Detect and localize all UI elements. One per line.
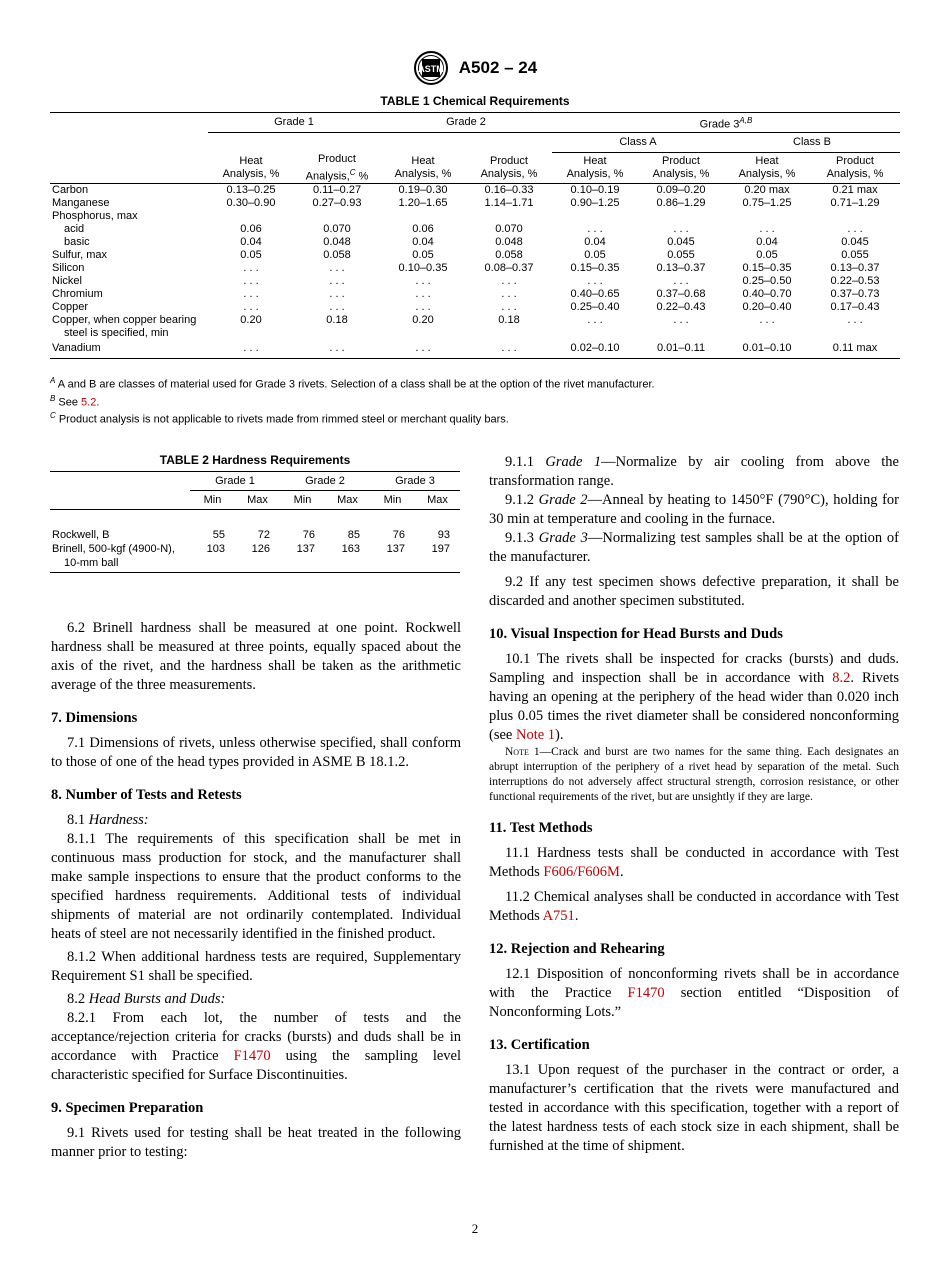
table-cell: 0.17–0.43 — [830, 301, 880, 314]
table-cell: 0.04 — [240, 236, 262, 249]
row-label: Chromium — [52, 288, 103, 301]
table-cell: 1.14–1.71 — [484, 197, 534, 210]
table-cell: . . . — [673, 314, 689, 327]
table-cell: . . . — [415, 301, 431, 314]
table-cell: 0.18 — [326, 314, 348, 327]
link-a751[interactable]: A751 — [542, 908, 575, 924]
link-5-2[interactable]: 5.2 — [81, 396, 97, 409]
table-cell: 0.20 — [240, 314, 262, 327]
table-cell: 93 — [437, 528, 450, 541]
table-cell: 0.20 — [412, 314, 434, 327]
t2-grade3-header: Grade 3 — [370, 472, 460, 491]
table-cell — [552, 210, 638, 223]
table-cell: 0.22–0.53 — [830, 275, 880, 288]
table-cell: 0.90–1.25 — [570, 197, 620, 210]
row-label: acid — [64, 223, 85, 236]
heading-7: 7. Dimensions — [51, 710, 138, 726]
table-cell: 137 — [370, 542, 415, 573]
table-row — [50, 184, 900, 198]
table1-chemical-requirements — [50, 112, 900, 359]
table-cell: 0.045 — [667, 236, 695, 249]
table-cell: 163 — [325, 542, 370, 573]
table-cell: . . . — [243, 275, 259, 288]
t1-col-product: Product Analysis, % — [638, 153, 724, 184]
logo-text: ASTM — [418, 64, 444, 74]
table-cell: 1.20–1.65 — [398, 197, 448, 210]
table-cell: 0.19–0.30 — [398, 184, 448, 197]
t2-max: Max — [415, 491, 460, 510]
para-7-1: 7.1 Dimensions of rivets, unless otherwise specified, shall conform to those of one of the head types provided in ASME B 18.1.2. — [51, 735, 461, 770]
table-cell: 0.045 — [841, 236, 869, 249]
t1-grade2-header: Grade 2 — [380, 113, 552, 133]
t1-col-heat: Heat Analysis, % — [724, 153, 810, 184]
table-row — [50, 314, 900, 340]
table-cell: 0.11 max — [810, 340, 900, 359]
table-cell: 0.10–0.19 — [570, 184, 620, 197]
table-cell: 0.25–0.40 — [570, 301, 620, 314]
t2-grade2-header: Grade 2 — [280, 472, 370, 491]
heading-13: 13. Certification — [489, 1037, 590, 1053]
table-cell: . . . — [208, 340, 294, 359]
table-cell: 0.05 — [240, 249, 262, 262]
table-cell: . . . — [847, 223, 863, 236]
para-9-1-2: 9.1.2 Grade 2—Anneal by heating to 1450°F (790°C), holding for 30 min at temperature and cooling in the furnace. — [489, 492, 899, 527]
table-cell: 0.08–0.37 — [484, 262, 534, 275]
table-cell: 103 — [190, 542, 235, 573]
table-cell: 0.13–0.37 — [656, 262, 706, 275]
table2-title: TABLE 2 Hardness Requirements — [159, 453, 351, 467]
table-row — [50, 210, 900, 223]
table-cell: 0.048 — [323, 236, 351, 249]
para-9-1-3: 9.1.3 Grade 3—Normalizing test samples shall be at the option of the manufacturer. — [489, 530, 899, 565]
table-cell: 0.20 max — [744, 184, 790, 197]
para-12-1: 12.1 Disposition of nonconforming rivets shall be in accordance with the Practice F1470 section entitled “Disposition of Nonconforming Lots.” — [489, 966, 899, 1020]
table-cell: 76 — [302, 528, 315, 541]
table-cell: 0.15–0.35 — [570, 262, 620, 275]
table-cell: 0.055 — [667, 249, 695, 262]
table-cell: 0.75–1.25 — [742, 197, 792, 210]
table-cell: 0.27–0.93 — [312, 197, 362, 210]
table-cell: 0.070 — [495, 223, 523, 236]
table-cell: . . . — [243, 262, 259, 275]
table-cell: 0.86–1.29 — [656, 197, 706, 210]
t1-col-product: Product Analysis, % — [466, 153, 552, 184]
t2-max: Max — [325, 491, 370, 510]
left-column — [51, 619, 461, 1162]
table1-title: TABLE 1 Chemical Requirements — [380, 94, 570, 108]
table-row — [50, 262, 900, 275]
table-cell: . . . — [415, 288, 431, 301]
para-9-2: 9.2 If any test specimen shows defective preparation, it shall be discarded and another specimen substituted. — [489, 574, 899, 609]
table-cell: 85 — [347, 528, 360, 541]
table-cell: . . . — [329, 288, 345, 301]
para-11-2: 11.2 Chemical analyses shall be conducted in accordance with Test Methods A751. — [489, 889, 899, 924]
page-header — [0, 50, 950, 90]
table-cell: 0.055 — [841, 249, 869, 262]
row-label: Silicon — [52, 262, 85, 275]
para-9-1-1: 9.1.1 Grade 1—Normalize by air cooling from above the transformation range. — [489, 454, 899, 489]
table-cell: . . . — [587, 275, 603, 288]
t1-col-product: Product Analysis, % — [810, 153, 900, 184]
table-cell: . . . — [243, 288, 259, 301]
para-8-1-2: 8.1.2 When additional hardness tests are required, Supplementary Requirement S1 shall be specified. — [51, 949, 461, 984]
table-cell — [724, 210, 810, 223]
t1-col-heat: Heat Analysis, % — [380, 153, 466, 184]
table-cell: 0.20–0.40 — [742, 301, 792, 314]
page-number: 2 — [471, 1221, 479, 1236]
table-row — [50, 288, 900, 301]
table-cell: . . . — [243, 301, 259, 314]
table-cell: . . . — [329, 275, 345, 288]
link-8-2[interactable]: 8.2 — [832, 670, 851, 686]
table-cell: . . . — [673, 275, 689, 288]
table-cell: 0.02–0.10 — [552, 340, 638, 359]
para-8-1: 8.1 Hardness: — [67, 812, 149, 828]
footnote-c: $^C$ Product analysis is not applicable to rivets made from rimmed steel or merchant quality bars. — [50, 411, 509, 426]
table-cell: 137 — [280, 542, 325, 573]
table-cell: 0.15–0.35 — [742, 262, 792, 275]
table-cell: . . . — [501, 275, 517, 288]
table-cell — [810, 210, 900, 223]
t2-min: Min — [190, 491, 235, 510]
link-f1470[interactable]: F1470 — [233, 1048, 271, 1064]
table-cell: 0.06 — [240, 223, 262, 236]
table-cell: . . . — [466, 340, 552, 359]
table-cell: 0.71–1.29 — [830, 197, 880, 210]
table-cell: 0.04 — [584, 236, 606, 249]
table-cell: 76 — [392, 528, 405, 541]
link-f1470[interactable]: F1470 — [627, 985, 665, 1001]
table-cell: 0.25–0.50 — [742, 275, 792, 288]
table-cell: 0.40–0.70 — [742, 288, 792, 301]
table-cell — [380, 210, 466, 223]
table-cell: 0.04 — [412, 236, 434, 249]
table-cell: . . . — [415, 275, 431, 288]
right-column — [489, 453, 899, 1156]
table-cell — [466, 210, 552, 223]
table-cell: 0.058 — [495, 249, 523, 262]
table-cell: 0.21 max — [832, 184, 878, 197]
table-cell: 0.01–0.11 — [638, 340, 724, 359]
footnote-b: $^B$ See 5.2. — [50, 393, 100, 409]
table-cell: 0.37–0.73 — [830, 288, 880, 301]
table-cell — [294, 210, 380, 223]
link-f606[interactable]: F606/F606M — [543, 864, 620, 880]
table-cell: . . . — [329, 301, 345, 314]
table-cell: 0.070 — [323, 223, 351, 236]
row-label: basic — [64, 236, 90, 249]
table-cell: . . . — [587, 314, 603, 327]
table-cell: . . . — [294, 340, 380, 359]
row-label: Brinell, 500-kgf (4900-N), 10-mm ball — [50, 542, 190, 573]
table-row — [50, 340, 900, 359]
row-label: Copper — [52, 301, 89, 314]
table-cell: . . . — [759, 223, 775, 236]
para-9-1: 9.1 Rivets used for testing shall be heat treated in the following manner prior to testing: — [51, 1125, 461, 1160]
table-cell: 0.11–0.27 — [312, 184, 362, 197]
table-cell: 0.05 — [584, 249, 606, 262]
row-label: Copper, when copper bearing steel is specified, min — [52, 314, 197, 340]
table1-footnotes — [50, 374, 910, 427]
table-cell: 0.18 — [498, 314, 520, 327]
t1-grade3-header: Grade $3^{A,B}$ — [552, 113, 900, 133]
row-label: Rockwell, B — [52, 528, 110, 541]
footnote-a: $^A$ A and B are classes of material used for Grade 3 rivets. Selection of a class shall be at the option of the rivet manufacturer. — [50, 376, 655, 391]
table-row — [50, 528, 460, 542]
t2-min: Min — [280, 491, 325, 510]
table-cell: . . . — [847, 314, 863, 327]
table-cell: 126 — [235, 542, 280, 573]
table-cell: 55 — [212, 528, 225, 541]
note-1: Note 1—Crack and burst are two names for the same thing. Each designates an abrupt interruption of the periphery of a rivet head by separation of the metal. Such interruptions do not adversely affect structural strength, corrosion resistance, or other functional requirements of the rivet, but are unsightly if they are large. — [489, 746, 899, 803]
table-cell: 0.048 — [495, 236, 523, 249]
heading-8: 8. Number of Tests and Retests — [51, 787, 242, 803]
para-8-2-1: 8.2.1 From each lot, the number of tests and the acceptance/rejection criteria for cracks (bursts) and duds shall be in accordance with Practice F1470 using the sampling level characteristic specified for Surface Discontinuities. — [51, 1010, 462, 1083]
table-cell: . . . — [380, 340, 466, 359]
table-cell: . . . — [501, 288, 517, 301]
table-row — [50, 275, 900, 288]
row-label: Nickel — [52, 275, 82, 288]
table-cell: 0.30–0.90 — [226, 197, 276, 210]
t1-grade1-header: Grade 1 — [208, 113, 380, 133]
t2-grade1-header: Grade 1 — [190, 472, 280, 491]
para-10-1: 10.1 The rivets shall be inspected for cracks (bursts) and duds. Sampling and inspection shall be in accordance with 8.2. Rivets having an opening at the periphery of the head wider than 0.020 inch plus 0.05 times the rivet diameter shall be considered nonconforming (see Note 1). — [489, 651, 899, 743]
t1-col-heat: Heat Analysis, % — [552, 153, 638, 184]
table-cell: 0.22–0.43 — [656, 301, 706, 314]
table-cell: 0.058 — [323, 249, 351, 262]
table-cell: 0.16–0.33 — [484, 184, 534, 197]
table-row — [50, 223, 900, 236]
table-cell: 0.13–0.25 — [226, 184, 276, 197]
table-cell: 0.10–0.35 — [398, 262, 448, 275]
t1-classB-header: Class B — [724, 133, 900, 153]
t2-max: Max — [235, 491, 280, 510]
table-row — [50, 542, 460, 573]
t1-col-product: Product Analysis,$^C$ % — [294, 153, 380, 184]
table-row — [50, 197, 900, 210]
table-cell: . . . — [329, 262, 345, 275]
heading-12: 12. Rejection and Rehearing — [489, 941, 665, 957]
t1-col-heat: Heat Analysis, % — [208, 153, 294, 184]
table-cell: 0.05 — [412, 249, 434, 262]
table-cell: . . . — [501, 301, 517, 314]
para-13-1: 13.1 Upon request of the purchaser in the contract or order, a manufacturer’s certification that the rivets were manufactured and tested in accordance with this specification, together with a report of the latest hardness tests of each stock size in each shipment, shall be furnished at the time of shipment. — [489, 1062, 899, 1154]
table2-hardness-requirements — [50, 471, 460, 573]
table-cell: 0.40–0.65 — [570, 288, 620, 301]
para-6-2: 6.2 Brinell hardness shall be measured at one point. Rockwell hardness shall be measured at three points, equally spaced about the axis of the rivet, and the hardness shall be taken as the arithmetic average of the three measurements. — [51, 620, 461, 693]
table-cell — [208, 210, 294, 223]
para-8-1-1: 8.1.1 The requirements of this specification shall be met in continuous mass production for stock, and the manufacturer shall make sample inspections to ensure that the product conforms to the specified hardness requirements. Additional tests of individual shipments of material are not ordinarily contemplated. Individual heats of steel are not necessarily identified in the finished product. — [51, 831, 461, 942]
para-8-2: 8.2 Head Bursts and Duds: — [67, 991, 226, 1007]
row-label: Vanadium — [50, 340, 208, 359]
table-cell — [638, 210, 724, 223]
heading-11: 11. Test Methods — [489, 820, 593, 836]
row-label: Manganese — [52, 197, 110, 210]
table-row — [50, 236, 900, 249]
link-note-1[interactable]: Note 1 — [515, 727, 556, 743]
row-label: Phosphorus, max — [52, 210, 138, 223]
t1-classA-header: Class A — [552, 133, 724, 153]
document-code: A502 – 24 — [458, 58, 538, 77]
table-cell: 0.06 — [412, 223, 434, 236]
row-label: Sulfur, max — [52, 249, 108, 262]
table-cell: 197 — [415, 542, 460, 573]
table-cell: 0.09–0.20 — [656, 184, 706, 197]
t2-min: Min — [370, 491, 415, 510]
table-cell: 0.01–0.10 — [724, 340, 810, 359]
table-cell: 0.04 — [756, 236, 778, 249]
astm-logo-icon — [413, 50, 449, 86]
heading-10: 10. Visual Inspection for Head Bursts and Duds — [489, 626, 783, 642]
table-cell: 0.37–0.68 — [656, 288, 706, 301]
table-cell: . . . — [587, 223, 603, 236]
table-cell: 0.13–0.37 — [830, 262, 880, 275]
heading-9: 9. Specimen Preparation — [51, 1100, 204, 1116]
row-label: Carbon — [52, 184, 89, 197]
table-row — [50, 301, 900, 314]
table-cell: . . . — [759, 314, 775, 327]
table-cell: . . . — [673, 223, 689, 236]
table-cell: 72 — [257, 528, 270, 541]
table-cell: 0.05 — [756, 249, 778, 262]
para-11-1: 11.1 Hardness tests shall be conducted in accordance with Test Methods F606/F606M. — [489, 845, 899, 880]
table-row — [50, 249, 900, 262]
